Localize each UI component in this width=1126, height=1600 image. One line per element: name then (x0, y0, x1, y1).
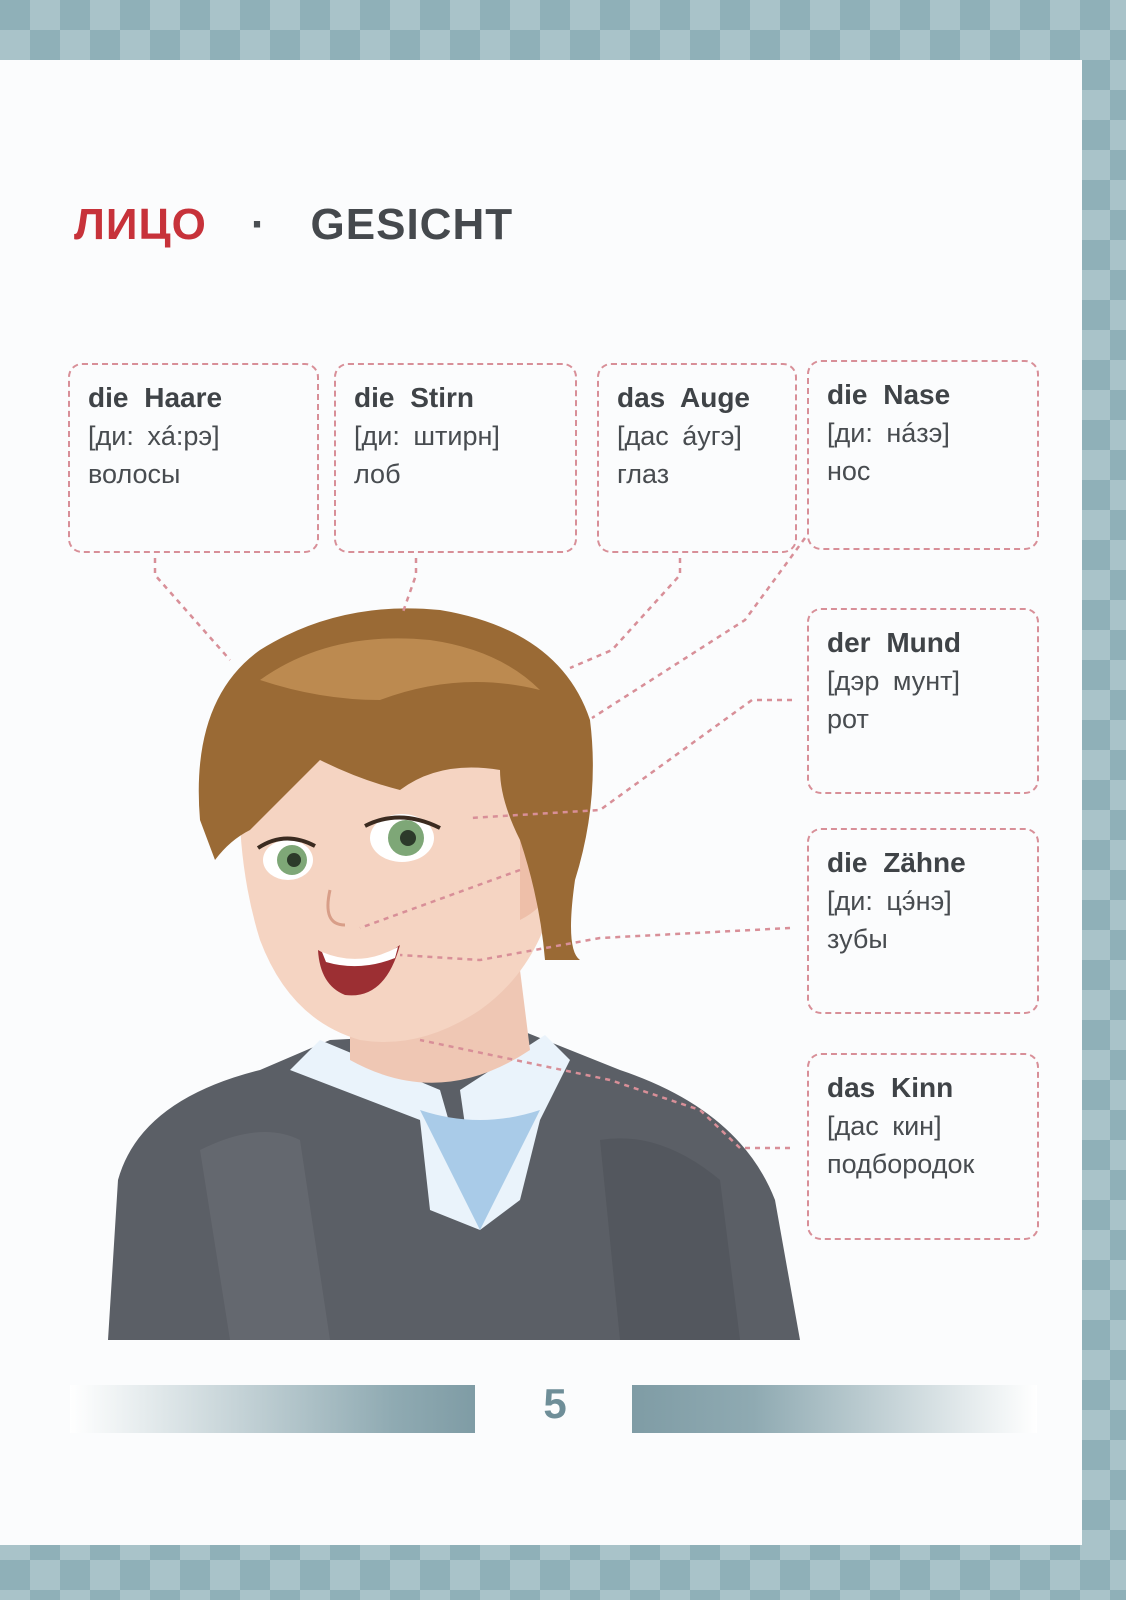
footer-bar-right (632, 1385, 1037, 1433)
title-russian: ЛИЦО (74, 200, 207, 249)
card-translation: рот (827, 704, 869, 734)
card-transcription: [дэр мунт] (827, 666, 960, 696)
card-translation: лоб (354, 459, 401, 489)
title-separator: · (250, 200, 267, 249)
card-transcription: [дас кин] (827, 1111, 942, 1141)
card-word: das Kinn (827, 1072, 954, 1103)
card-word: die Haare (88, 382, 223, 413)
vocab-card-teeth (807, 828, 1039, 1014)
vocab-card-hair (68, 363, 319, 553)
card-translation: глаз (617, 459, 670, 489)
card-transcription: [ди: цэ́нэ] (827, 886, 952, 916)
card-translation: нос (827, 456, 871, 486)
card-translation: волосы (88, 459, 181, 489)
card-transcription: [ди: нáзэ] (827, 418, 950, 448)
vocab-card-nose (807, 360, 1039, 550)
card-word: der Mund (827, 627, 961, 658)
vocab-card-forehead (334, 363, 577, 553)
card-transcription: [ди: штирн] (354, 421, 500, 451)
footer-bar-left (70, 1385, 475, 1433)
title-german: GESICHT (310, 200, 514, 249)
card-transcription: [ди: xá:рэ] (88, 421, 220, 451)
card-word: die Zähne (827, 847, 966, 878)
card-translation: подбородок (827, 1149, 975, 1179)
vocab-card-eye (597, 363, 797, 553)
vocab-card-mouth (807, 608, 1039, 794)
card-word: die Nase (827, 379, 951, 410)
card-translation: зубы (827, 924, 888, 954)
card-word: das Auge (617, 382, 750, 413)
page-number: 5 (543, 1380, 567, 1427)
card-word: die Stirn (354, 382, 475, 413)
card-transcription: [дас áугэ] (617, 421, 742, 451)
vocab-card-chin (807, 1053, 1039, 1240)
